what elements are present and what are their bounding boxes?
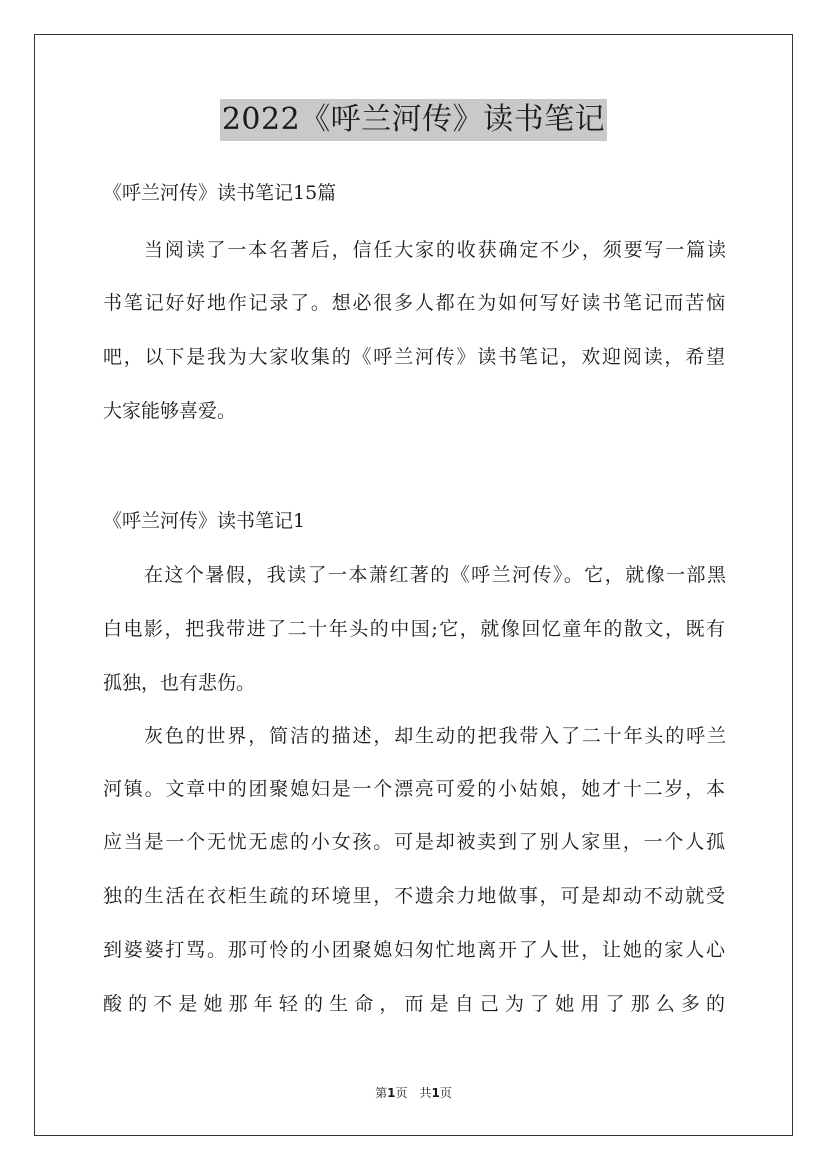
page-current: 1 bbox=[387, 1086, 396, 1100]
page-mid: 页 共 bbox=[395, 1086, 432, 1100]
para2-line-2: 河镇。文章中的团聚媳妇是一个漂亮可爱的小姑娘，她才十二岁，本 bbox=[103, 778, 725, 800]
document-title: 2022《呼兰河传》读书笔记 bbox=[220, 99, 607, 141]
page-footer bbox=[0, 1084, 827, 1101]
document-subtitle: 《呼兰河传》读书笔记15篇 bbox=[103, 182, 337, 204]
intro-line-1: 当阅读了一本名著后，信任大家的收获确定不少，须要写一篇读 bbox=[144, 239, 726, 261]
para1-line-1: 在这个暑假，我读了一本萧红著的《呼兰河传》。它，就像一部黑 bbox=[144, 564, 726, 586]
para2-line-4: 独的生活在衣柜生疏的环境里，不遗余力地做事，可是却动不动就受 bbox=[103, 885, 725, 907]
title-container bbox=[0, 99, 827, 141]
page-prefix: 第 bbox=[375, 1086, 388, 1100]
para2-line-3: 应当是一个无忧无虑的小女孩。可是却被卖到了别人家里，一个人孤 bbox=[103, 831, 725, 853]
page-total: 1 bbox=[431, 1086, 440, 1100]
para2-line-5: 到婆婆打骂。那可怜的小团聚媳妇匆忙地离开了人世，让她的家人心 bbox=[103, 939, 725, 961]
para2-line-6: 酸的不是她那年轻的生命，而是自己为了她用了那么多的 bbox=[103, 993, 725, 1015]
para2-line-1: 灰色的世界，简洁的描述，却生动的把我带入了二十年头的呼兰 bbox=[144, 725, 726, 747]
section-heading: 《呼兰河传》读书笔记1 bbox=[103, 510, 306, 532]
para1-line-2: 白电影，把我带进了二十年头的中国;它，就像回忆童年的散文，既有 bbox=[103, 618, 725, 640]
page-suffix: 页 bbox=[439, 1086, 452, 1100]
intro-line-4: 大家能够喜爱。 bbox=[103, 400, 237, 422]
intro-line-3: 吧，以下是我为大家收集的《呼兰河传》读书笔记，欢迎阅读，希望 bbox=[103, 346, 725, 368]
para1-line-3: 孤独，也有悲伤。 bbox=[103, 672, 256, 694]
intro-line-2: 书笔记好好地作记录了。想必很多人都在为如何写好读书笔记而苦恼 bbox=[103, 292, 725, 314]
